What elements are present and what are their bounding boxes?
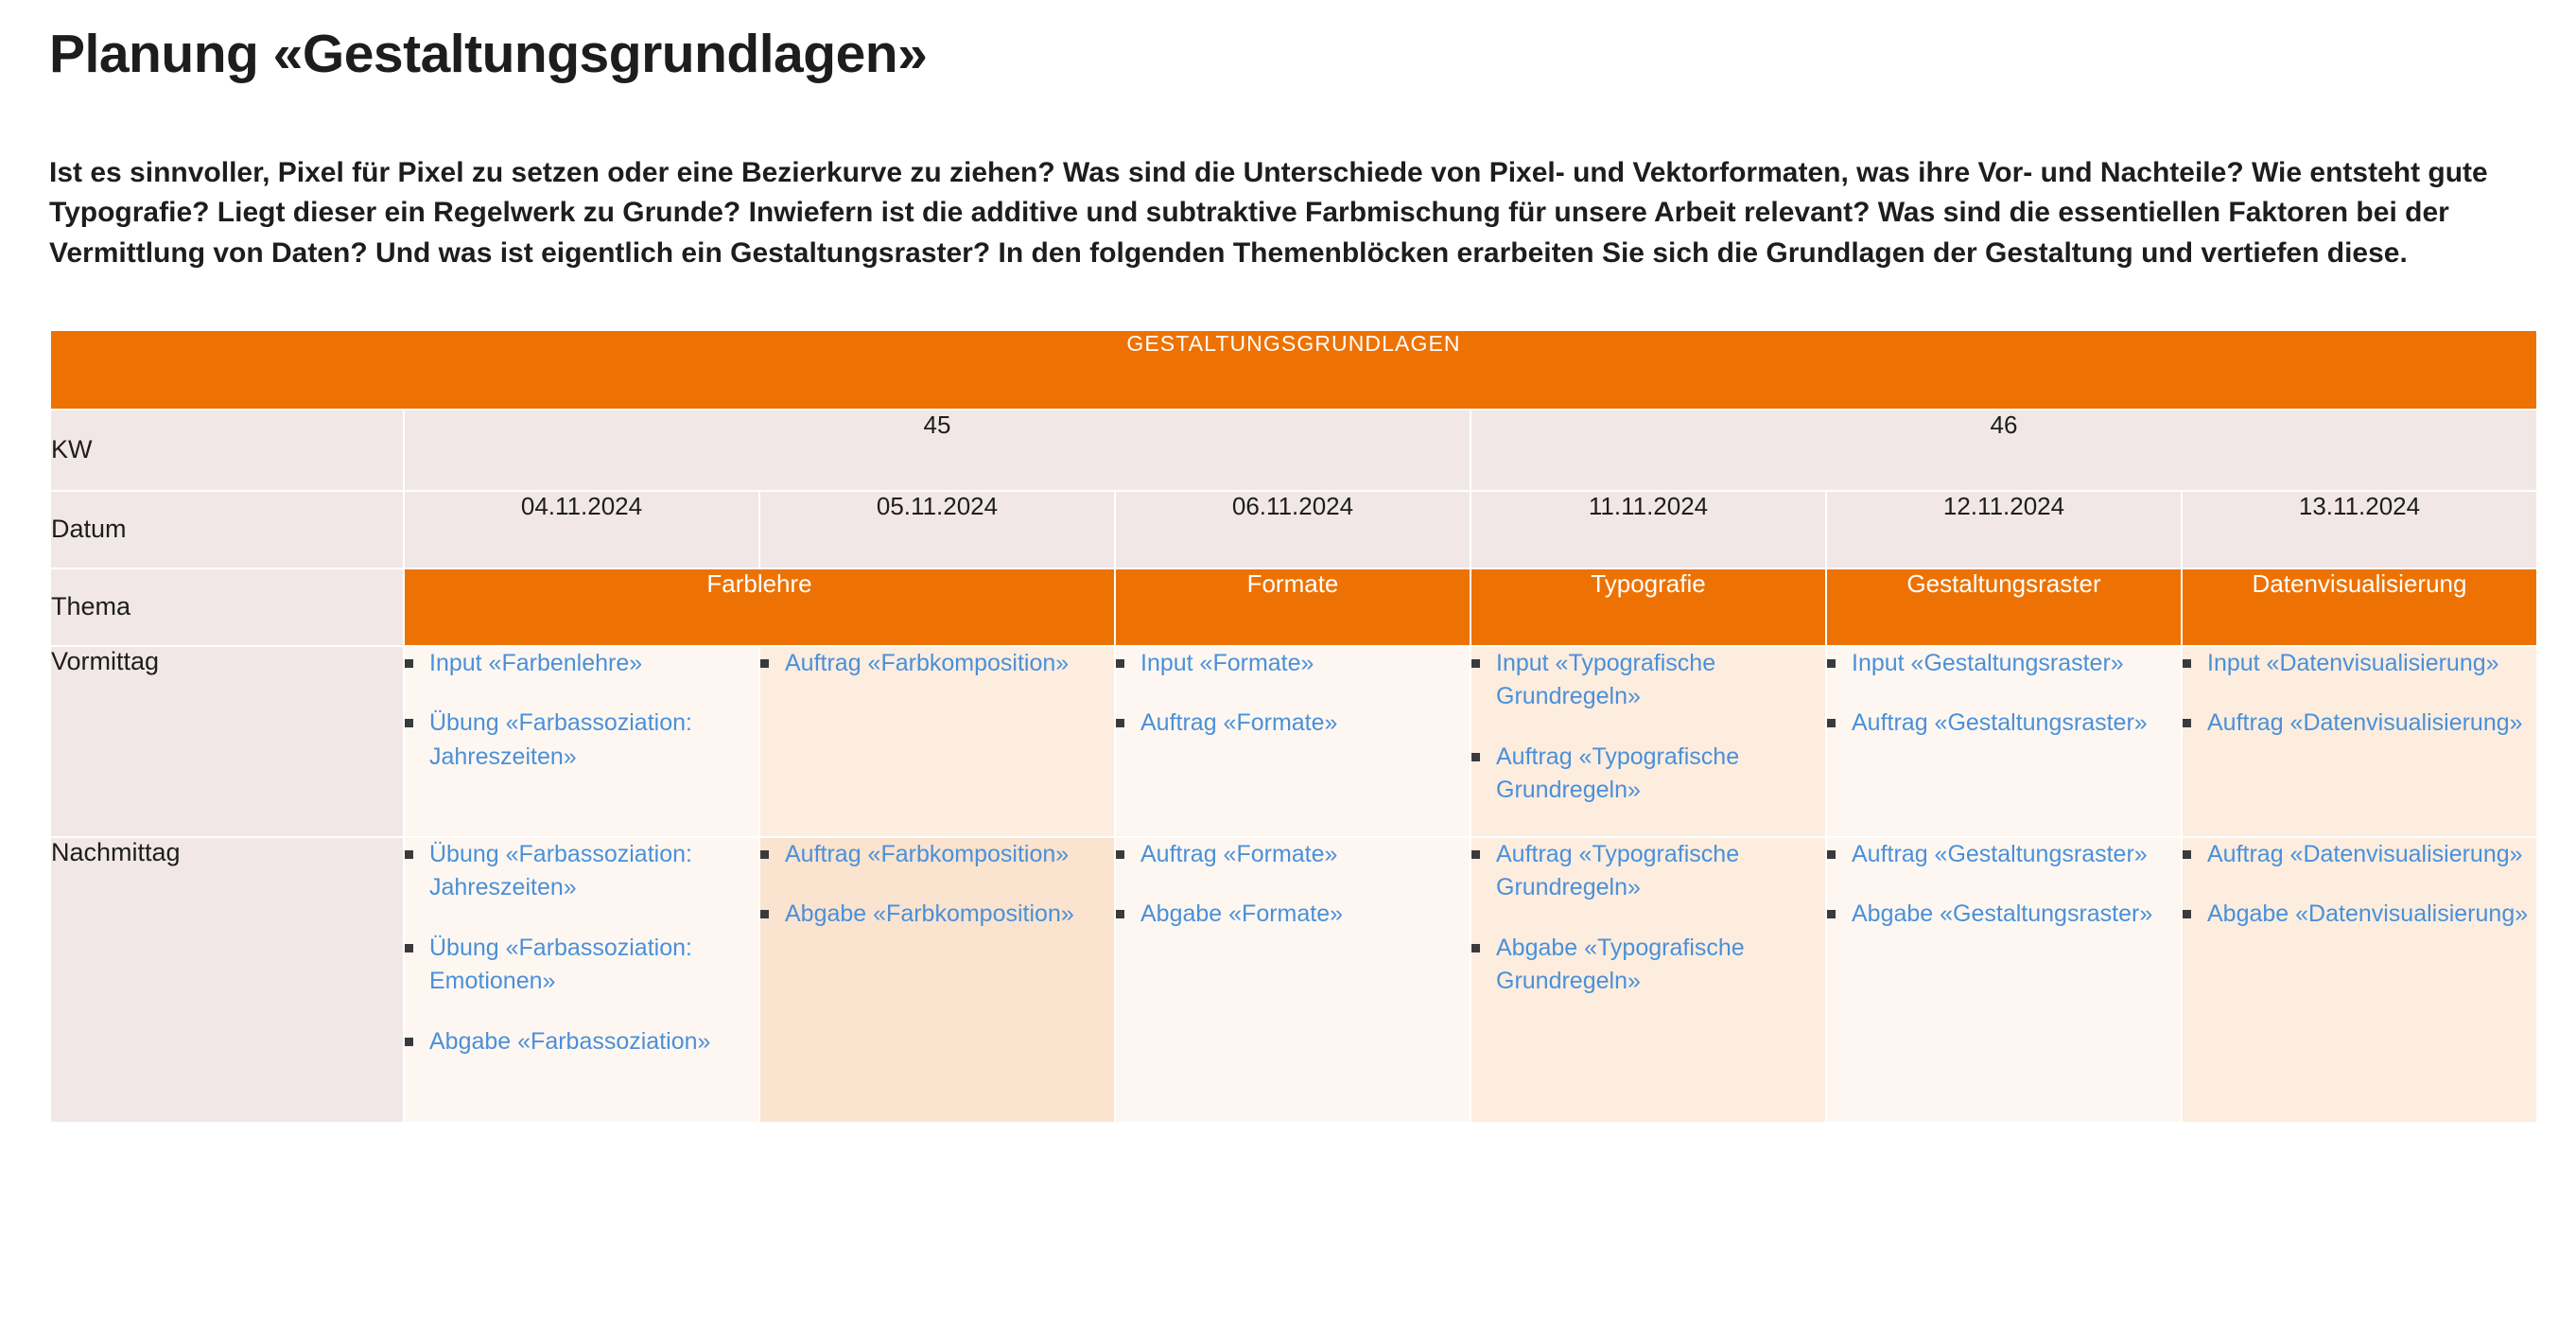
bullet-square-icon bbox=[1827, 659, 1836, 668]
task-item bbox=[760, 647, 1114, 681]
intro-paragraph: Ist es sinnvoller, Pixel für Pixel zu setzen oder eine Bezierkurve zu ziehen? Was sind die Unterschiede von Pixel- und Vektorformaten, was ihre Vor- und Nachteile? Wie entsteht gute Typografie? Liegt dieser ein Regelwerk zu Grunde? Inwiefern ist die additive und subtraktive Farbmischung für unsere Arbeit relevant? Was sind die essentiellen Faktoren bei der Vermittlung von Daten? Und was ist eigentlich ein Gestaltungsraster? In den folgenden Themenblöcken erarbeiten Sie sich die Grundlagen der Gestaltung und vertiefen diese. bbox=[49, 156, 2488, 270]
bullet-square-icon bbox=[1471, 850, 1480, 859]
bullet-square-icon bbox=[405, 719, 413, 727]
task-list bbox=[760, 647, 1114, 681]
task-link[interactable]: Abgabe «Farbassoziation» bbox=[429, 1027, 711, 1055]
cell-nachmittag-day3 bbox=[1116, 838, 1470, 1122]
task-link[interactable]: Input «Formate» bbox=[1140, 649, 1314, 676]
cell-nachmittag-day5 bbox=[1827, 838, 2181, 1122]
bullet-square-icon bbox=[760, 659, 769, 668]
date-cell-4: 11.11.2024 bbox=[1471, 492, 1825, 568]
table-row-vormittag bbox=[51, 647, 2536, 836]
task-link[interactable]: Auftrag «Typografische Grundregeln» bbox=[1496, 743, 1740, 804]
task-list bbox=[1116, 838, 1470, 932]
task-item bbox=[405, 1025, 758, 1059]
bullet-square-icon bbox=[2183, 910, 2191, 918]
table-row-kw bbox=[51, 411, 2536, 490]
task-list bbox=[405, 647, 758, 775]
task-link[interactable]: Auftrag «Formate» bbox=[1140, 709, 1338, 737]
task-item bbox=[1471, 838, 1825, 905]
task-item bbox=[2183, 647, 2536, 681]
row-label-vormittag: Vormittag bbox=[51, 647, 403, 836]
task-list bbox=[760, 838, 1114, 932]
task-item bbox=[405, 707, 758, 774]
bullet-square-icon bbox=[760, 910, 769, 918]
date-cell-5: 12.11.2024 bbox=[1827, 492, 2181, 568]
table-row-datum bbox=[51, 492, 2536, 568]
thema-cell-typografie: Typografie bbox=[1471, 569, 1825, 645]
bullet-square-icon bbox=[1116, 659, 1124, 668]
task-link[interactable]: Auftrag «Datenvisualisierung» bbox=[2207, 709, 2523, 737]
task-list bbox=[1827, 838, 2181, 932]
bullet-square-icon bbox=[1116, 719, 1124, 727]
date-cell-1: 04.11.2024 bbox=[405, 492, 758, 568]
thema-cell-farblehre: Farblehre bbox=[405, 569, 1114, 645]
cell-vormittag-day1 bbox=[405, 647, 758, 836]
date-cell-2: 05.11.2024 bbox=[760, 492, 1114, 568]
task-list bbox=[1471, 647, 1825, 808]
task-link[interactable]: Auftrag «Gestaltungsraster» bbox=[1852, 840, 2148, 867]
task-link[interactable]: Abgabe «Typografische Grundregeln» bbox=[1496, 934, 1745, 995]
task-item bbox=[1116, 647, 1470, 681]
cell-nachmittag-day6 bbox=[2183, 838, 2536, 1122]
cell-vormittag-day5 bbox=[1827, 647, 2181, 836]
bullet-square-icon bbox=[1116, 910, 1124, 918]
task-item bbox=[1116, 707, 1470, 741]
row-label-nachmittag: Nachmittag bbox=[51, 838, 403, 1122]
task-link[interactable]: Auftrag «Formate» bbox=[1140, 840, 1338, 867]
table-row-thema bbox=[51, 569, 2536, 645]
row-label-kw: KW bbox=[51, 411, 403, 490]
bullet-square-icon bbox=[1827, 719, 1836, 727]
thema-cell-datenvisualisierung: Datenvisualisierung bbox=[2183, 569, 2536, 645]
bullet-square-icon bbox=[2183, 719, 2191, 727]
task-item bbox=[1827, 707, 2181, 741]
task-list bbox=[2183, 647, 2536, 741]
task-item bbox=[1471, 741, 1825, 808]
task-item bbox=[1827, 838, 2181, 872]
task-item bbox=[2183, 838, 2536, 872]
task-link[interactable]: Übung «Farbassoziation: Jahreszeiten» bbox=[429, 840, 692, 901]
task-list bbox=[405, 838, 758, 1059]
cell-vormittag-day6 bbox=[2183, 647, 2536, 836]
planning-table bbox=[49, 329, 2538, 1124]
task-item bbox=[405, 932, 758, 999]
task-item bbox=[1827, 898, 2181, 932]
task-link[interactable]: Abgabe «Gestaltungsraster» bbox=[1852, 900, 2153, 928]
task-link[interactable]: Abgabe «Farbkomposition» bbox=[785, 900, 1074, 928]
cell-vormittag-day2 bbox=[760, 647, 1114, 836]
task-link[interactable]: Input «Farbenlehre» bbox=[429, 649, 643, 676]
bullet-square-icon bbox=[1827, 850, 1836, 859]
kw-value-46: 46 bbox=[1471, 411, 2536, 490]
task-item bbox=[405, 838, 758, 905]
bullet-square-icon bbox=[1116, 850, 1124, 859]
cell-vormittag-day3 bbox=[1116, 647, 1470, 836]
task-item bbox=[1116, 838, 1470, 872]
bullet-square-icon bbox=[1471, 944, 1480, 952]
task-item bbox=[760, 838, 1114, 872]
task-link[interactable]: Übung «Farbassoziation: Emotionen» bbox=[429, 934, 692, 995]
bullet-square-icon bbox=[2183, 659, 2191, 668]
page-title: Planung «Gestaltungsgrundlagen» bbox=[49, 24, 928, 84]
task-item bbox=[1471, 647, 1825, 714]
task-link[interactable]: Input «Typografische Grundregeln» bbox=[1496, 649, 1716, 710]
task-item bbox=[1827, 647, 2181, 681]
task-link[interactable]: Auftrag «Farbkomposition» bbox=[785, 649, 1070, 676]
task-link[interactable]: Auftrag «Typografische Grundregeln» bbox=[1496, 840, 1740, 901]
bullet-square-icon bbox=[1827, 910, 1836, 918]
thema-cell-formate: Formate bbox=[1116, 569, 1470, 645]
bullet-square-icon bbox=[405, 944, 413, 952]
cell-nachmittag-day4 bbox=[1471, 838, 1825, 1122]
task-item bbox=[405, 647, 758, 681]
cell-nachmittag-day2 bbox=[760, 838, 1114, 1122]
row-label-thema: Thema bbox=[51, 569, 403, 645]
table-banner-row bbox=[51, 331, 2536, 409]
task-link[interactable]: Auftrag «Gestaltungsraster» bbox=[1852, 709, 2148, 737]
thema-cell-gestaltungsraster: Gestaltungsraster bbox=[1827, 569, 2181, 645]
task-link[interactable]: Abgabe «Formate» bbox=[1140, 900, 1344, 928]
task-item bbox=[2183, 707, 2536, 741]
bullet-square-icon bbox=[760, 850, 769, 859]
cell-nachmittag-day1 bbox=[405, 838, 758, 1122]
bullet-square-icon bbox=[1471, 753, 1480, 761]
task-link[interactable]: Auftrag «Farbkomposition» bbox=[785, 840, 1070, 867]
bullet-square-icon bbox=[1471, 659, 1480, 668]
table-row-nachmittag bbox=[51, 838, 2536, 1122]
plan-table-wrapper bbox=[49, 329, 2527, 1124]
bullet-square-icon bbox=[405, 659, 413, 668]
task-link[interactable]: Auftrag «Datenvisualisierung» bbox=[2207, 840, 2523, 867]
bullet-square-icon bbox=[2183, 850, 2191, 859]
table-banner-title: GESTALTUNGSGRUNDLAGEN bbox=[51, 331, 2536, 409]
cell-vormittag-day4 bbox=[1471, 647, 1825, 836]
task-item bbox=[1116, 898, 1470, 932]
task-list bbox=[2183, 838, 2536, 932]
task-list bbox=[1471, 838, 1825, 999]
task-list bbox=[1827, 647, 2181, 741]
task-item bbox=[1471, 932, 1825, 999]
task-link[interactable]: Input «Datenvisualisierung» bbox=[2207, 649, 2499, 676]
task-item bbox=[760, 898, 1114, 932]
task-list bbox=[1116, 647, 1470, 741]
date-cell-6: 13.11.2024 bbox=[2183, 492, 2536, 568]
bullet-square-icon bbox=[405, 1038, 413, 1046]
bullet-square-icon bbox=[405, 850, 413, 859]
task-link[interactable]: Input «Gestaltungsraster» bbox=[1852, 649, 2124, 676]
date-cell-3: 06.11.2024 bbox=[1116, 492, 1470, 568]
task-item bbox=[2183, 898, 2536, 932]
kw-value-45: 45 bbox=[405, 411, 1470, 490]
row-label-datum: Datum bbox=[51, 492, 403, 568]
task-link[interactable]: Abgabe «Datenvisualisierung» bbox=[2207, 900, 2529, 928]
task-link[interactable]: Übung «Farbassoziation: Jahreszeiten» bbox=[429, 709, 692, 770]
